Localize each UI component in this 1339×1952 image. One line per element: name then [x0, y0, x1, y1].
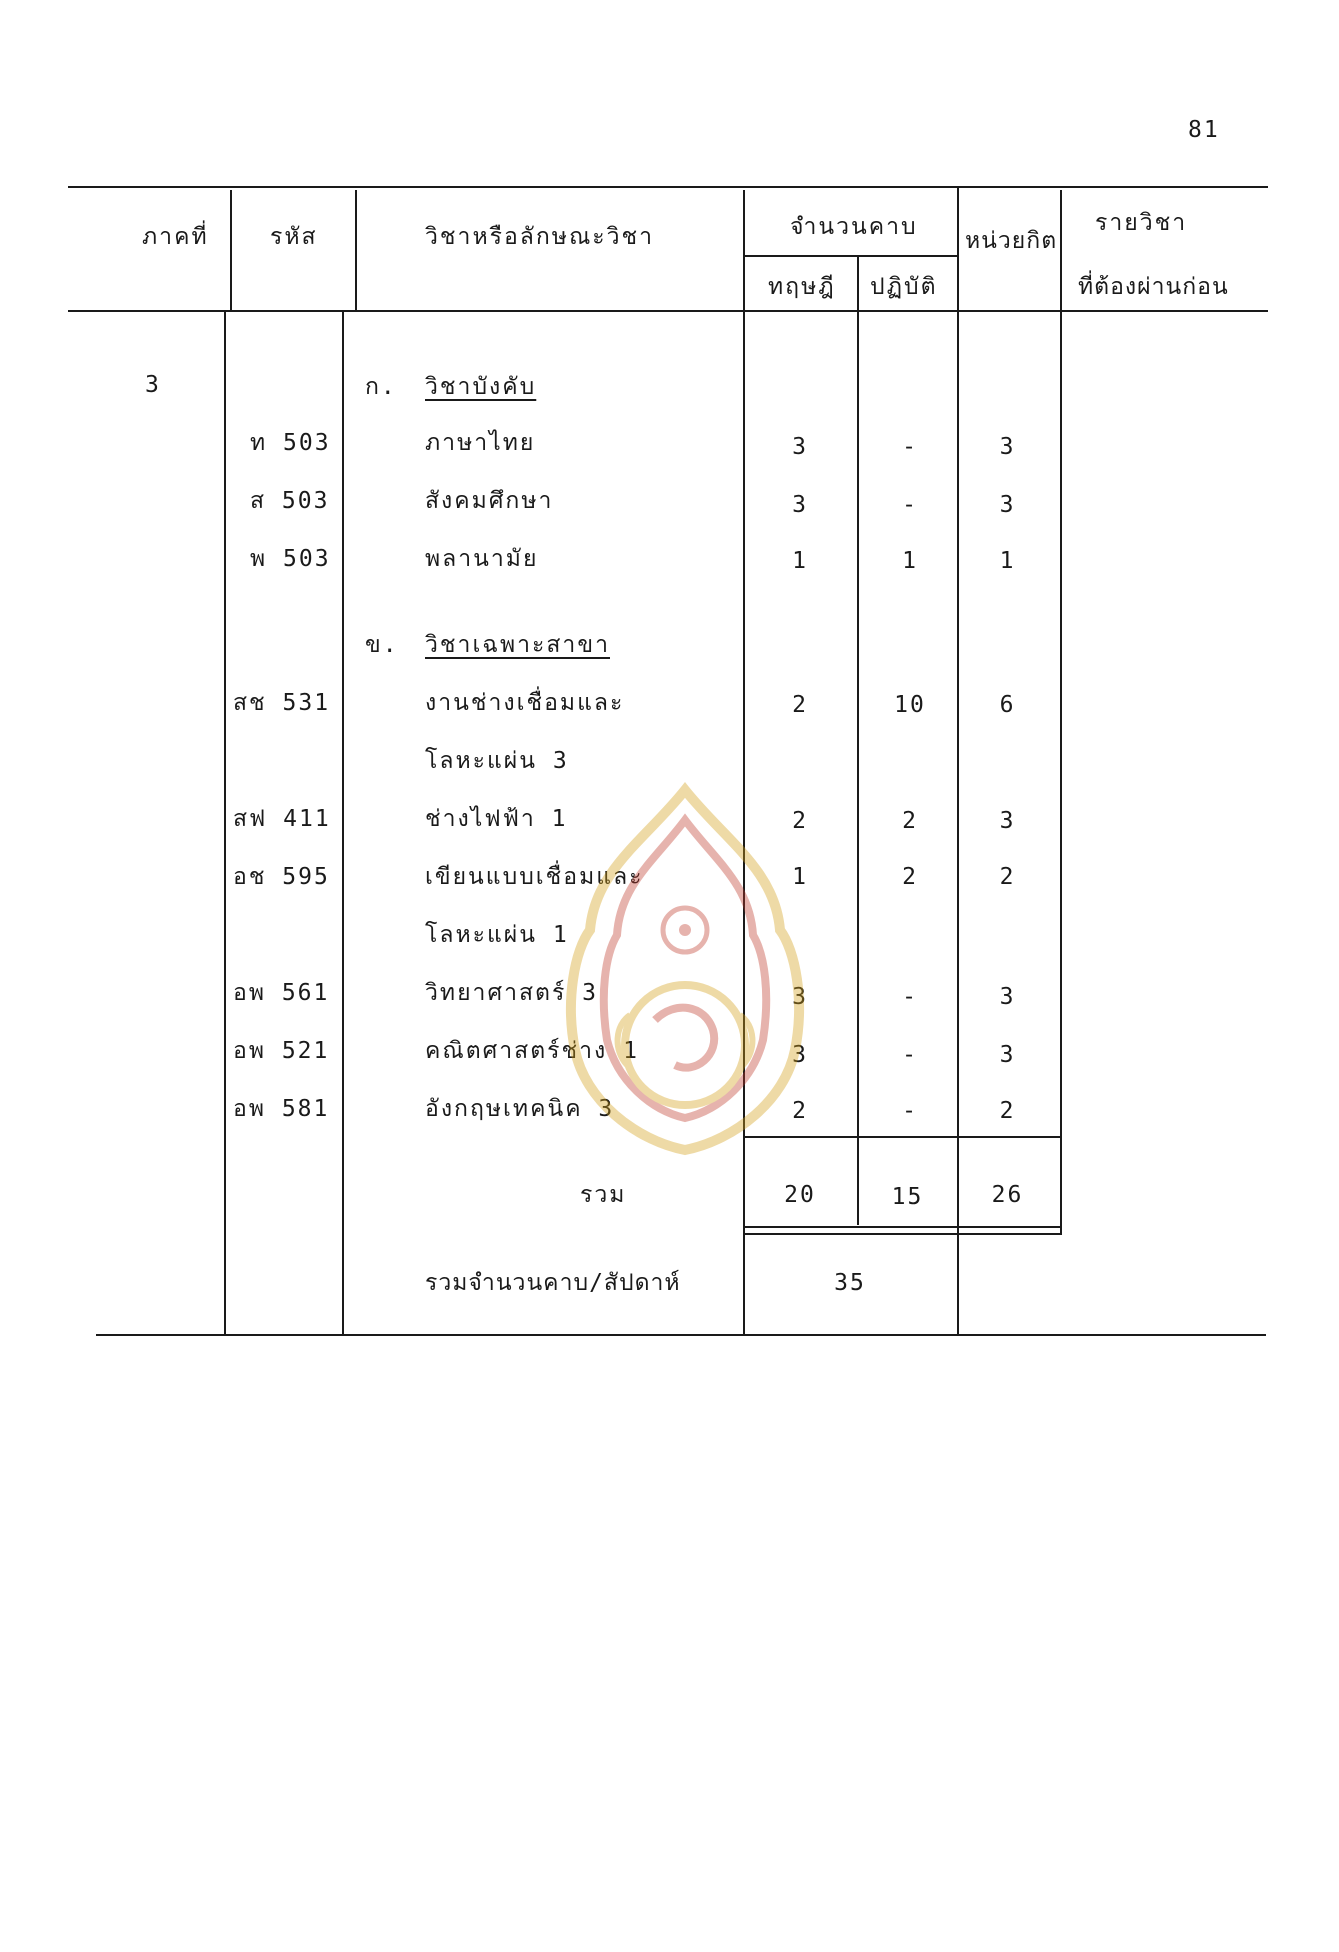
theory-value: 3	[792, 1042, 808, 1068]
course-code: สช 531	[233, 690, 331, 716]
header-credits: หน่วยกิต	[965, 228, 1058, 254]
total-credits: 26	[991, 1182, 1024, 1208]
practice-value: -	[902, 1098, 918, 1124]
course-code: อพ 581	[233, 1096, 330, 1122]
watermark-emblem	[535, 780, 835, 1160]
total-label: รวม	[580, 1182, 627, 1208]
theory-value: 3	[792, 434, 808, 460]
header-theory: ทฤษฎี	[768, 274, 836, 300]
credits-value: 3	[999, 492, 1016, 518]
practice-value: -	[902, 1042, 918, 1068]
course-code: สฟ 411	[233, 806, 331, 832]
practice-value: 1	[902, 548, 918, 574]
header-code: รหัส	[270, 224, 318, 250]
total-theory: 20	[784, 1182, 816, 1208]
credits-value: 1	[999, 548, 1016, 574]
credits-value: 2	[999, 864, 1016, 890]
theory-value: 2	[792, 692, 808, 718]
col-divider-code	[342, 310, 344, 1335]
periods-subheader-rule	[745, 255, 957, 257]
course-name: ภาษาไทย	[425, 430, 536, 456]
course-code: พ 503	[250, 546, 331, 572]
course-name: อังกฤษเทคนิค 3	[425, 1096, 615, 1122]
course-name: งานช่างเชื่อมและ	[425, 690, 625, 716]
practice-value: 2	[902, 864, 918, 890]
credits-value: 3	[999, 434, 1016, 460]
total-bottom-rule-2	[745, 1233, 1060, 1235]
course-code: อช 595	[233, 864, 330, 890]
header-bottom-rule	[68, 310, 1268, 312]
col-divider-code-head	[355, 190, 357, 310]
course-name-cont: โลหะแผ่น 1	[425, 922, 569, 948]
header-prereq-line2: ที่ต้องผ่านก่อน	[1078, 274, 1229, 300]
header-subject: วิชาหรือลักษณะวิชา	[425, 224, 655, 250]
header-practice: ปฏิบัติ	[870, 274, 938, 300]
section-a-title: วิชาบังคับ	[425, 374, 537, 400]
weekly-value: 35	[834, 1270, 866, 1296]
credits-value: 2	[999, 1098, 1016, 1124]
col-divider-term-head	[230, 190, 232, 310]
total-bottom-rule-1	[745, 1226, 1060, 1228]
total-practice: 15	[891, 1184, 924, 1210]
course-code: ท 503	[250, 430, 331, 456]
table-bottom-rule	[96, 1334, 1266, 1336]
page-number: 81	[1188, 117, 1220, 143]
course-name: คณิตศาสตร์ช่าง 1	[425, 1038, 639, 1064]
table-top-rule	[68, 186, 1268, 188]
practice-value: 10	[894, 692, 926, 718]
practice-value: -	[902, 434, 918, 460]
section-b-marker: ข.	[365, 632, 399, 658]
section-b-title: วิชาเฉพาะสาขา	[425, 632, 610, 658]
course-code: อพ 521	[233, 1038, 330, 1064]
course-code: อพ 561	[233, 980, 330, 1006]
col-divider-practice	[957, 186, 959, 1334]
course-name: พลานามัย	[425, 546, 539, 572]
course-name: เขียนแบบเชื่อมและ	[425, 864, 644, 890]
col-divider-theory	[857, 255, 859, 1225]
header-periods: จำนวนคาบ	[790, 214, 918, 240]
theory-value: 3	[792, 492, 808, 518]
theory-value: 2	[792, 808, 808, 834]
theory-value: 2	[792, 1098, 808, 1124]
course-code: ส 503	[250, 488, 330, 514]
theory-value: 1	[792, 548, 808, 574]
col-divider-term	[224, 310, 226, 1335]
term-number: 3	[145, 372, 161, 398]
course-name-cont: โลหะแผ่น 3	[425, 748, 569, 774]
course-name: ช่างไฟฟ้า 1	[425, 806, 568, 832]
credits-value: 3	[999, 1042, 1016, 1068]
header-prereq-line1: รายวิชา	[1095, 210, 1188, 236]
credits-value: 3	[999, 984, 1016, 1010]
credits-value: 6	[999, 692, 1016, 718]
practice-value: -	[902, 492, 918, 518]
theory-value: 3	[792, 984, 808, 1010]
header-term: ภาคที่	[142, 224, 209, 250]
theory-value: 1	[792, 864, 808, 890]
col-divider-subject	[743, 190, 745, 1335]
practice-value: 2	[902, 808, 918, 834]
weekly-label: รวมจำนวนคาบ/สัปดาห์	[425, 1270, 681, 1296]
section-a-marker: ก.	[365, 374, 397, 400]
course-name: วิทยาศาสตร์ 3	[425, 980, 599, 1006]
course-name: สังคมศึกษา	[425, 488, 554, 514]
col-divider-credits	[1060, 190, 1062, 1235]
practice-value: -	[902, 984, 918, 1010]
credits-value: 3	[999, 808, 1016, 834]
